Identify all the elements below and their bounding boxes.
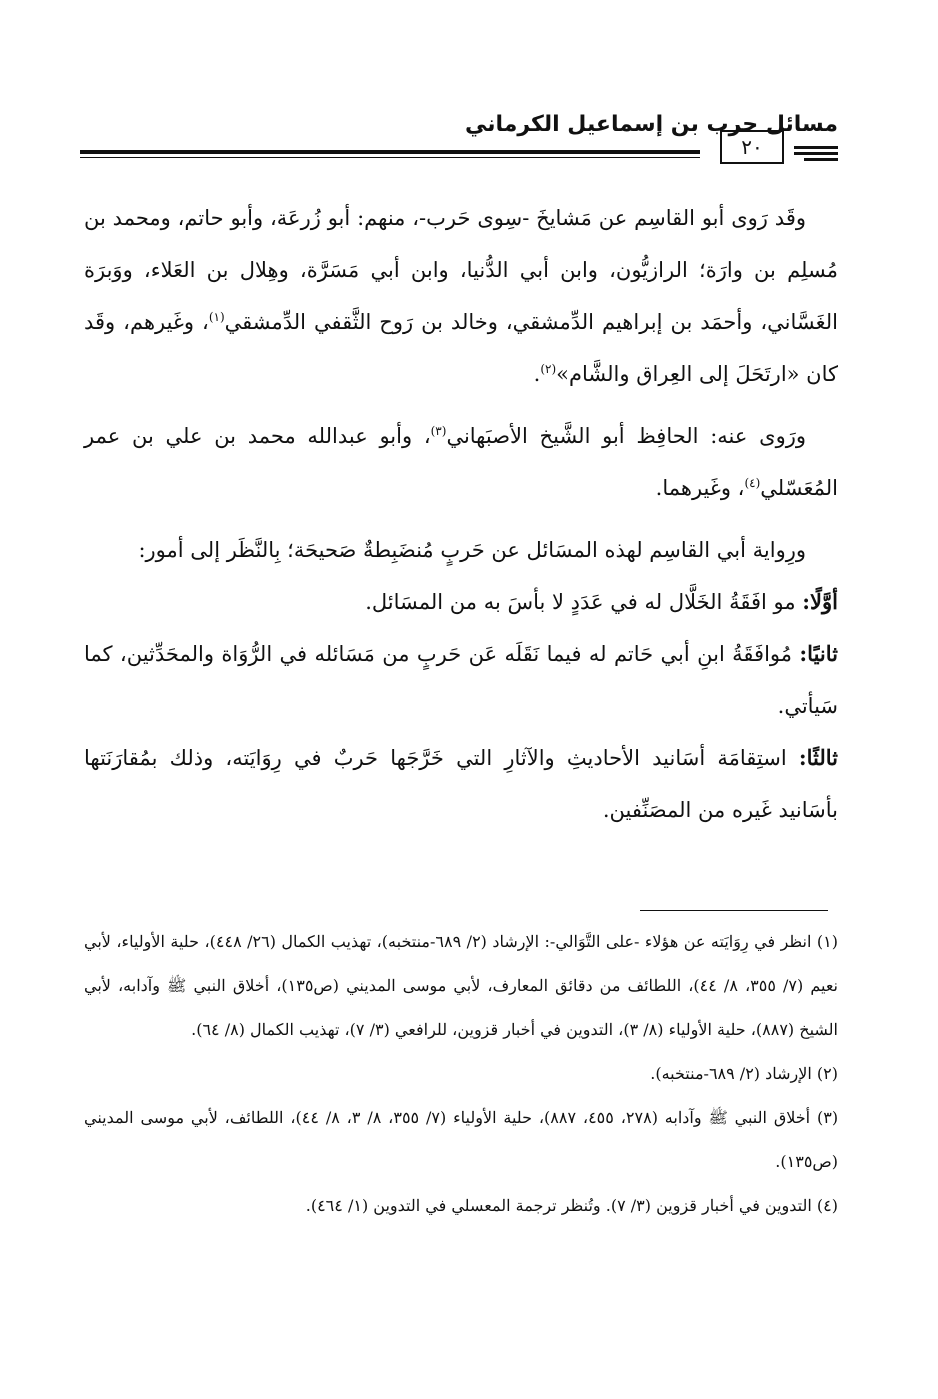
- footnote-2: (٢) الإرشاد (٢/ ٦٨٩-منتخبه).: [650, 1064, 838, 1083]
- footnote-ref-2[interactable]: (٢): [540, 362, 557, 376]
- paragraph-3: ورِواية أبي القاسِم لهذه المسَائل عن حَربٍ مُنضَبِطةٌ صَحيحَة؛ بِالنَّظَر إلى أمور:: [138, 538, 806, 562]
- point-first: أوَّلًا: مو افَقَةُ الخَلَّال له في عَدَدٍ لا بأسَ به من المسَائل.: [365, 589, 838, 614]
- footnote-3: (٣) أخلاق النبي ﷺ وآدابه (٢٧٨، ٤٥٥، ٨٨٧)، حلية الأولياء (٧/ ٣٥٥، ٨/ ٣، ٨/ ٤٤)، اللطائف، لأبي موسى المديني (ص١٣٥).: [84, 1108, 839, 1171]
- running-title: مسائل حرب بن إسماعيل الكرماني: [464, 112, 838, 137]
- footnote-ref-1[interactable]: (١): [208, 310, 225, 324]
- footnote-4: (٤) التدوين في أخبار قزوين (٣/ ٧). وتُنظر ترجمة المعسلي في التدوين (١/ ٤٦٤).: [305, 1196, 838, 1215]
- header-rule-thin: [80, 157, 700, 158]
- footnotes: [84, 920, 838, 1228]
- footnote-separator: [640, 910, 828, 911]
- paragraph-2: ورَوى عنه: الحافِظ أبو الشَّيخ الأصبَهاني$^{(٣)}$، وأبو عبدالله محمد بن علي بن عمر المُعَسّلي$^{(٤)}$، وغَيرهما.: [84, 424, 838, 500]
- point-third: ثالثًا: استِقامَة أسَانيد الأحاديثِ والآثارِ التي خَرَّجَها حَربٌ في رِوَايَته، وذلك بمُقارَنَتها بأسَانيد غَيره من المصَنِّفين.: [84, 745, 838, 822]
- paragraph-1: وقَد رَوى أبو القاسِم عن مَشايخَ -سِوى حَرب-، منهم: أبو زُرعَة، وأبو حاتم، ومحمد بن مُسلِم بن وارَة؛ الرازيُّون، وابن أبي الدُّنيا، وابن أبي مَسَرَّة، وهِلال بن العَلاء، ووَبرَة الغَسَّاني، وأحمَد بن إبراهيم الدِّمشقي، وخالد بن رَوح الثَّقفي الدِّمشقي$^{(١)}$، وغَيرهم، وقَد كان «ارتَحَلَ إلى العِراق والشَّام»$^{(٢)}$.: [84, 206, 838, 386]
- footnote-ref-4[interactable]: (٤): [744, 476, 761, 490]
- point-third-label: ثالثًا:: [798, 745, 838, 770]
- point-first-label: أوَّلًا:: [802, 589, 838, 614]
- footnote-ref-3[interactable]: (٣): [430, 424, 447, 438]
- point-second: ثانيًا: مُوافَقَةُ ابنِ أبي حَاتم له فيما نَقَلَه عَن حَربٍ من مَسَائله في الرُّوَاة والمحَدِّثين، كما سَيأتي.: [84, 641, 838, 718]
- page-header: [80, 100, 838, 180]
- header-ornament: [794, 146, 838, 164]
- point-second-label: ثانيًا:: [799, 641, 838, 666]
- main-text: [84, 192, 838, 836]
- header-rule-thick: [80, 150, 700, 154]
- footnote-1: (١) انظر في رِوَايَته عن هؤلاء -على التَّوَالي-: الإرشاد (٢/ ٦٨٩-منتخبه)، تهذيب الكمال (٢٦/ ٤٤٨)، حلية الأولياء، لأبي نعيم (٧/ ٣٥٥، ٨/ ٤٤)، اللطائف من دقائق المعارف، لأبي موسى المديني (ص١٣٥)، أخلاق النبي ﷺ وآدابه، لأبي الشيخ (٨٨٧)، حلية الأولياء (٨/ ٣)، التدوين في أخبار قزوين، للرافعي (٣/ ٧)، تهذيب الكمال (٨/ ٦٤).: [84, 932, 838, 1039]
- page-number: ٢٠: [720, 130, 784, 164]
